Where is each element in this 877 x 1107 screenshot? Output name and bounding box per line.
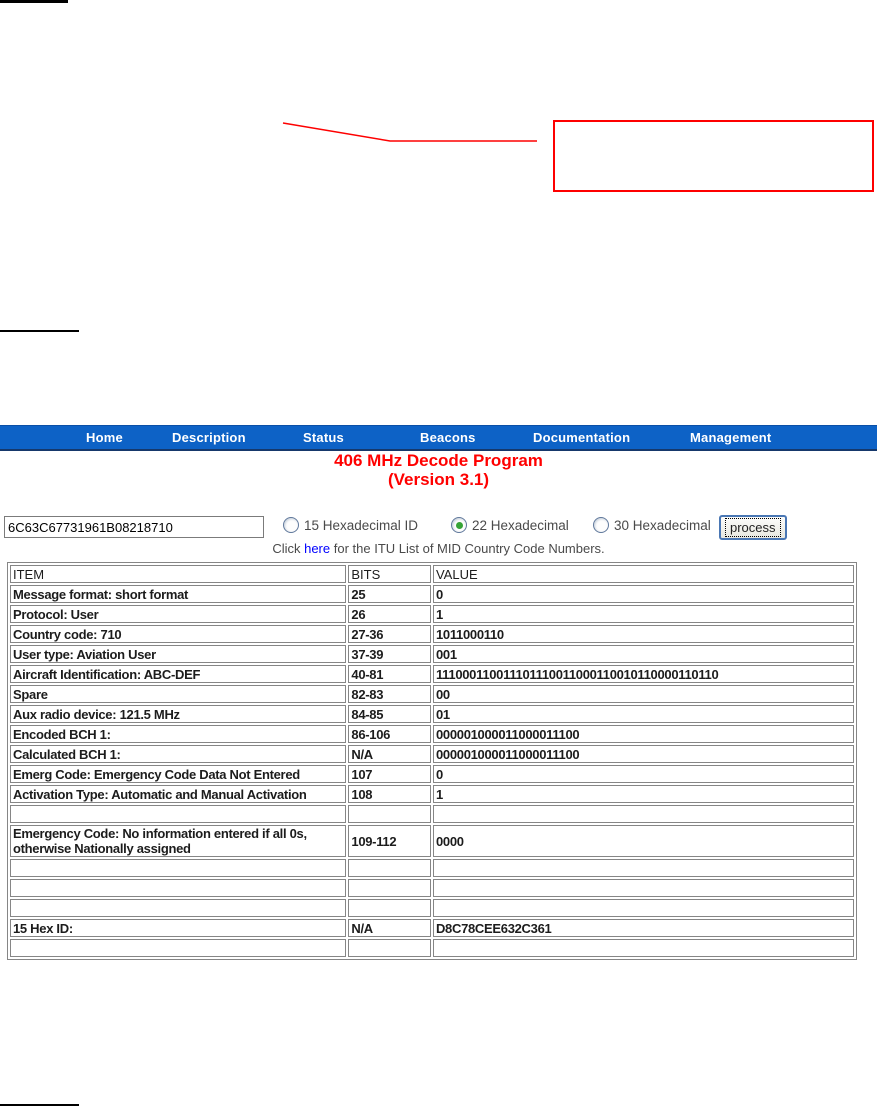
table-cell: Spare (10, 685, 346, 703)
radio-30-hex[interactable] (593, 517, 711, 533)
table-cell (433, 939, 854, 957)
table-cell (348, 899, 431, 917)
table-cell: 0000 (433, 825, 854, 857)
nav-item-description[interactable]: Description (172, 430, 246, 445)
page-title-line1: 406 MHz Decode Program (334, 451, 543, 470)
table-row (10, 805, 854, 823)
table-cell: 86-106 (348, 725, 431, 743)
table-cell: N/A (348, 919, 431, 937)
beacon-hex-input[interactable] (4, 516, 264, 538)
table-cell (10, 859, 346, 877)
table-cell: 27-36 (348, 625, 431, 643)
decode-table-wrap (7, 562, 859, 967)
table-row (10, 859, 854, 877)
nav-item-beacons[interactable]: Beacons (420, 430, 476, 445)
table-cell: Emergency Code: No information entered if all 0s, otherwise Nationally assigned (10, 825, 346, 857)
decode-table (7, 562, 857, 960)
table-cell: 1011000110 (433, 625, 854, 643)
hint-text-post: for the ITU List of MID Country Code Numbers. (330, 541, 605, 556)
nav-item-management[interactable]: Management (690, 430, 772, 445)
table-cell: User type: Aviation User (10, 645, 346, 663)
table-cell: Calculated BCH 1: (10, 745, 346, 763)
table-cell (433, 805, 854, 823)
table-cell: 111000110011101110011000110010110000110110 (433, 665, 854, 683)
col-header-bits: BITS (348, 565, 431, 583)
table-cell: 108 (348, 785, 431, 803)
table-row (10, 919, 854, 937)
table-cell: 37-39 (348, 645, 431, 663)
radio-circle-icon[interactable] (451, 517, 467, 533)
table-row (10, 645, 854, 663)
radio-circle-icon[interactable] (283, 517, 299, 533)
table-cell: Activation Type: Automatic and Manual Activation (10, 785, 346, 803)
itu-list-link[interactable]: here (304, 541, 331, 556)
table-row (10, 939, 854, 957)
table-cell: 84-85 (348, 705, 431, 723)
itu-hint-line (0, 541, 877, 556)
table-cell: 109-112 (348, 825, 431, 857)
table-cell (348, 859, 431, 877)
table-cell: Aircraft Identification: ABC-DEF (10, 665, 346, 683)
col-header-value: VALUE (433, 565, 854, 583)
table-cell: 001 (433, 645, 854, 663)
col-header-item: ITEM (10, 565, 346, 583)
process-button-label: process (725, 518, 781, 537)
table-row (10, 605, 854, 623)
table-cell (10, 805, 346, 823)
annotation-callout-box (553, 120, 874, 192)
table-row (10, 745, 854, 763)
table-cell (433, 859, 854, 877)
table-header-row (10, 565, 854, 583)
link-underline-mark-bottom (0, 1104, 79, 1106)
table-cell: 000001000011000011100 (433, 725, 854, 743)
nav-item-status[interactable]: Status (303, 430, 344, 445)
table-cell: Message format: short format (10, 585, 346, 603)
table-cell: 0 (433, 585, 854, 603)
table-cell (433, 899, 854, 917)
radio-22-hex[interactable] (451, 517, 569, 533)
table-cell: Country code: 710 (10, 625, 346, 643)
nav-bar (0, 425, 877, 451)
table-cell: 25 (348, 585, 431, 603)
table-cell: 0 (433, 765, 854, 783)
table-cell: 000001000011000011100 (433, 745, 854, 763)
table-cell (10, 939, 346, 957)
table-row (10, 625, 854, 643)
nav-item-documentation[interactable]: Documentation (533, 430, 631, 445)
table-row (10, 685, 854, 703)
table-row (10, 765, 854, 783)
table-row (10, 825, 854, 857)
table-cell (10, 899, 346, 917)
table-cell: 40-81 (348, 665, 431, 683)
table-cell: 00 (433, 685, 854, 703)
radio-label: 22 Hexadecimal (472, 517, 569, 533)
link-underline-mark-mid2 (0, 330, 79, 332)
process-button[interactable] (719, 515, 787, 540)
table-row (10, 665, 854, 683)
radio-15-hex-id[interactable] (283, 517, 418, 533)
radio-label: 15 Hexadecimal ID (304, 517, 419, 533)
table-cell: 01 (433, 705, 854, 723)
table-cell: Encoded BCH 1: (10, 725, 346, 743)
table-row (10, 785, 854, 803)
radio-label: 30 Hexadecimal (614, 517, 711, 533)
table-row (10, 705, 854, 723)
radio-circle-icon[interactable] (593, 517, 609, 533)
hint-text-pre: Click (272, 541, 305, 556)
link-underline-mark-mid1 (0, 0, 67, 3)
table-cell: 26 (348, 605, 431, 623)
table-cell (348, 805, 431, 823)
page-title (0, 451, 877, 489)
nav-item-home[interactable]: Home (86, 430, 123, 445)
table-cell: 107 (348, 765, 431, 783)
table-row (10, 899, 854, 917)
table-row (10, 725, 854, 743)
table-cell: 82-83 (348, 685, 431, 703)
table-cell (10, 879, 346, 897)
table-cell: Aux radio device: 121.5 MHz (10, 705, 346, 723)
table-cell (433, 879, 854, 897)
table-row (10, 879, 854, 897)
table-cell: Emerg Code: Emergency Code Data Not Entered (10, 765, 346, 783)
table-cell: N/A (348, 745, 431, 763)
table-row (10, 585, 854, 603)
page-title-line2: (Version 3.1) (387, 470, 490, 489)
table-cell (348, 879, 431, 897)
table-cell: Protocol: User (10, 605, 346, 623)
table-cell: D8C78CEE632C361 (433, 919, 854, 937)
table-cell: 1 (433, 785, 854, 803)
table-cell (348, 939, 431, 957)
table-cell: 1 (433, 605, 854, 623)
table-cell: 15 Hex ID: (10, 919, 346, 937)
